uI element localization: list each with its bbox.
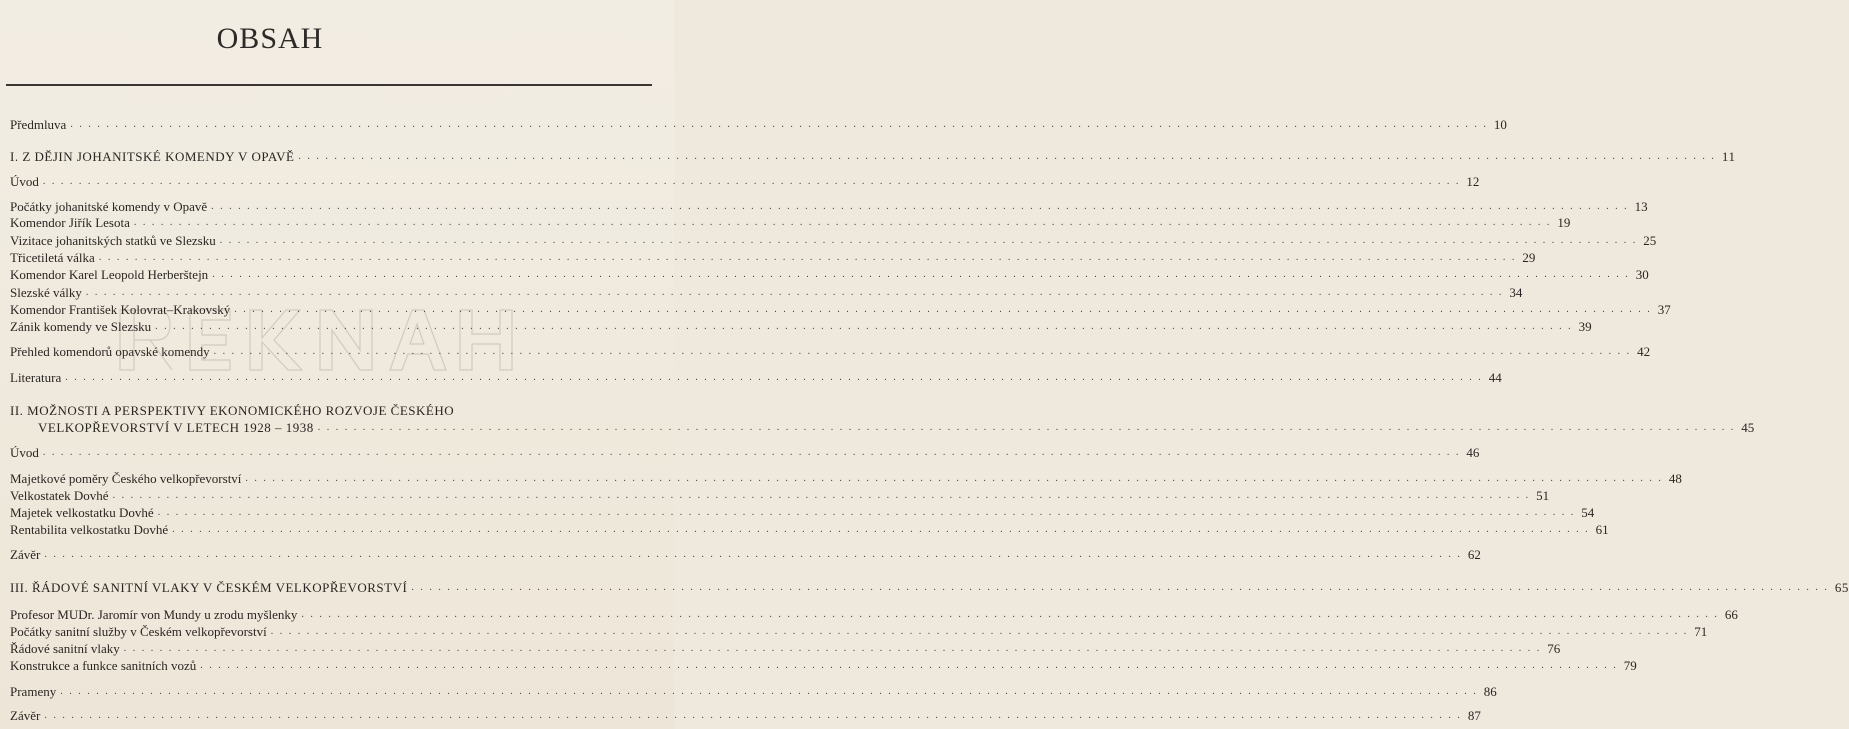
toc-entry[interactable] — [10, 343, 1651, 359]
toc-entry-title: Závěr — [10, 547, 41, 562]
dot-leader: . . . . . . . . . . . . . . . . . . . . . . . . . . . . . . . . . . . . . . . . . . . . . . . . . . . . . . . . . . . . . . . . . . . . . . . . . . . . . . . . . . . . . . . . . . . . . . . . . . . . . . . . . . . . . . . . . . . . . . . . . . . . . . . . . . . . . . . . . . . . . . . . . . . . . . . . . . . . . . — [234, 304, 1652, 315]
toc-entry[interactable] — [10, 116, 1507, 132]
title-divider — [6, 84, 652, 86]
toc-entry-title: Přehled komendorů opavské komendy — [10, 344, 210, 359]
toc-entry-title: Slezské války — [10, 285, 82, 300]
toc-entry[interactable] — [10, 232, 1657, 248]
dot-leader: . . . . . . . . . . . . . . . . . . . . . . . . . . . . . . . . . . . . . . . . . . . . . . . . . . . . . . . . . . . . . . . . . . . . . . . . . . . . . . . . . . . . . . . . . . . . . . . . . . . . . . . . . . . . . . . . . . . . . . . . . . . . . . . . . . . . . . . . . . . . . . . . . . . . . . . . . . . . . . — [44, 710, 1462, 721]
toc-entry-title: Řádové sanitní vlaky — [10, 641, 120, 656]
toc-entry[interactable] — [10, 470, 1682, 486]
dot-leader: . . . . . . . . . . . . . . . . . . . . . . . . . . . . . . . . . . . . . . . . . . . . . . . . . . . . . . . . . . . . . . . . . . . . . . . . . . . . . . . . . . . . . . . . . . . . . . . . . . . . . . . . . . . . . . . . . . . . . . . . . . . . . . . . . . . . . . . . . . . . . . . . . . . . . . . . . . . . . . — [270, 626, 1689, 637]
dot-leader: . . . . . . . . . . . . . . . . . . . . . . . . . . . . . . . . . . . . . . . . . . . . . . . . . . . . . . . . . . . . . . . . . . . . . . . . . . . . . . . . . . . . . . . . . . . . . . . . . . . . . . . . . . . . . . . . . . . . . . . . . . . . . . . . . . . . . . . . . . . . . . . . . . . . . . . . . . . . . . — [65, 372, 1483, 383]
toc-entry-page: 71 — [1694, 624, 1708, 639]
toc-entry-page: 19 — [1557, 215, 1571, 230]
toc-entry[interactable] — [10, 444, 1480, 460]
toc-entry-page: 44 — [1488, 370, 1502, 385]
dot-leader: . . . . . . . . . . . . . . . . . . . . . . . . . . . . . . . . . . . . . . . . . . . . . . . . . . . . . . . . . . . . . . . . . . . . . . . . . . . . . . . . . . . . . . . . . . . . . . . . . . . . . . . . . . . . . . . . . . . . . . . . . . . . . . . . . . . . . . . . . . . . . . . . . . . . . . . . . . . . . . — [200, 660, 1618, 671]
toc-entry-title: Předmluva — [10, 117, 67, 132]
toc-entry[interactable] — [10, 173, 1480, 189]
toc-entry-page: 42 — [1637, 344, 1651, 359]
toc-section-heading[interactable] — [10, 579, 1849, 595]
toc-entry-title: Počátky johanitské komendy v Opavě — [10, 199, 208, 214]
dot-leader: . . . . . . . . . . . . . . . . . . . . . . . . . . . . . . . . . . . . . . . . . . . . . . . . . . . . . . . . . . . . . . . . . . . . . . . . . . . . . . . . . . . . . . . . . . . . . . . . . . . . . . . . . . . . . . . . . . . . . . . . . . . . . . . . . . . . . . . . . . . . . . . . . . . . . . . . . . . . . . — [317, 422, 1736, 433]
toc-entry[interactable] — [10, 214, 1571, 230]
toc-entry[interactable] — [10, 487, 1550, 503]
toc-entry[interactable] — [10, 198, 1648, 214]
toc-entry-page: 79 — [1623, 658, 1637, 673]
dot-leader: . . . . . . . . . . . . . . . . . . . . . . . . . . . . . . . . . . . . . . . . . . . . . . . . . . . . . . . . . . . . . . . . . . . . . . . . . . . . . . . . . . . . . . . . . . . . . . . . . . . . . . . . . . . . . . . . . . . . . . . . . . . . . . . . . . . . . . . . . . . . . . . . . . . . . . . . . . . . . . — [157, 507, 1576, 518]
toc-entry-title: Komendor Karel Leopold Herberštejn — [10, 267, 209, 282]
toc-entry-page: 39 — [1578, 319, 1592, 334]
toc-entry[interactable] — [10, 266, 1649, 282]
toc-entry[interactable] — [10, 369, 1502, 385]
toc-entry-page: 30 — [1635, 267, 1649, 282]
toc-entry-title: Majetkové poměry Českého velkopřevorství — [10, 471, 242, 486]
toc-entry[interactable] — [10, 521, 1609, 537]
toc-entry-title: Rentabilita velkostatku Dovhé — [10, 522, 169, 537]
dot-leader: . . . . . . . . . . . . . . . . . . . . . . . . . . . . . . . . . . . . . . . . . . . . . . . . . . . . . . . . . . . . . . . . . . . . . . . . . . . . . . . . . . . . . . . . . . . . . . . . . . . . . . . . . . . . . . . . . . . . . . . . . . . . . . . . . . . . . . . . . . . . . . . . . . . . . . . . . . . . . . — [112, 490, 1531, 501]
toc-entry-title: Profesor MUDr. Jaromír von Mundy u zrodu myšlenky — [10, 607, 298, 622]
dot-leader: . . . . . . . . . . . . . . . . . . . . . . . . . . . . . . . . . . . . . . . . . . . . . . . . . . . . . . . . . . . . . . . . . . . . . . . . . . . . . . . . . . . . . . . . . . . . . . . . . . . . . . . . . . . . . . . . . . . . . . . . . . . . . . . . . . . . . . . . . . . . . . . . . . . . . . . . . . . . . . — [155, 321, 1573, 332]
toc-section-heading[interactable] — [10, 148, 1736, 164]
toc-entry-page: 65 — [1834, 580, 1849, 595]
toc-entry-page: 62 — [1467, 547, 1481, 562]
dot-leader: . . . . . . . . . . . . . . . . . . . . . . . . . . . . . . . . . . . . . . . . . . . . . . . . . . . . . . . . . . . . . . . . . . . . . . . . . . . . . . . . . . . . . . . . . . . . . . . . . . . . . . . . . . . . . . . . . . . . . . . . . . . . . . . . . . . . . . . . . . . . . . . . . . . . . . . . . . . . . . — [245, 473, 1663, 484]
dot-leader: . . . . . . . . . . . . . . . . . . . . . . . . . . . . . . . . . . . . . . . . . . . . . . . . . . . . . . . . . . . . . . . . . . . . . . . . . . . . . . . . . . . . . . . . . . . . . . . . . . . . . . . . . . . . . . . . . . . . . . . . . . . . . . . . . . . . . . . . . . . . . . . . . . . . . . . . . . . . . . — [42, 176, 1461, 187]
toc-entry-title: Komendor František Kolovrat–Krakovský — [10, 302, 231, 317]
toc-entry-page: 12 — [1466, 174, 1480, 189]
toc-entry[interactable] — [10, 623, 1708, 639]
toc-entry-title: Závěr — [10, 708, 41, 723]
toc-entry-title: Prameny — [10, 684, 57, 699]
dot-leader: . . . . . . . . . . . . . . . . . . . . . . . . . . . . . . . . . . . . . . . . . . . . . . . . . . . . . . . . . . . . . . . . . . . . . . . . . . . . . . . . . . . . . . . . . . . . . . . . . . . . . . . . . . . . . . . . . . . . . . . . . . . . . . . . . . . . . . . . . . . . . . . . . . . . . . . . . . . . . . — [298, 151, 1716, 162]
toc-entry[interactable] — [10, 606, 1738, 622]
toc-entry-page: 46 — [1466, 445, 1480, 460]
dot-leader: . . . . . . . . . . . . . . . . . . . . . . . . . . . . . . . . . . . . . . . . . . . . . . . . . . . . . . . . . . . . . . . . . . . . . . . . . . . . . . . . . . . . . . . . . . . . . . . . . . . . . . . . . . . . . . . . . . . . . . . . . . . . . . . . . . . . . . . . . . . . . . . . . . . . . . . . . . . . . . — [44, 549, 1462, 560]
dot-leader: . . . . . . . . . . . . . . . . . . . . . . . . . . . . . . . . . . . . . . . . . . . . . . . . . . . . . . . . . . . . . . . . . . . . . . . . . . . . . . . . . . . . . . . . . . . . . . . . . . . . . . . . . . . . . . . . . . . . . . . . . . . . . . . . . . . . . . . . . . . . . . . . . . . . . . . . . . . . . . — [42, 447, 1461, 458]
dot-leader: . . . . . . . . . . . . . . . . . . . . . . . . . . . . . . . . . . . . . . . . . . . . . . . . . . . . . . . . . . . . . . . . . . . . . . . . . . . . . . . . . . . . . . . . . . . . . . . . . . . . . . . . . . . . . . . . . . . . . . . . . . . . . . . . . . . . . . . . . . . . . . . . . . . . . . . . . . . . . . — [411, 582, 1829, 593]
toc-entry-page: 11 — [1721, 149, 1736, 164]
toc-entry[interactable] — [10, 546, 1481, 562]
toc-entry-page: 29 — [1522, 250, 1536, 265]
toc-entry[interactable] — [10, 707, 1481, 723]
toc-entry-title: Třicetiletá válka — [10, 250, 95, 265]
toc-entry-title: Zánik komendy ve Slezsku — [10, 319, 152, 334]
toc-section-title-line-2: VELKOPŘEVORSTVÍ V LETECH 1928 – 1938 — [38, 420, 314, 435]
toc-entry-page: 86 — [1483, 684, 1497, 699]
toc-entry-title: Literatura — [10, 370, 62, 385]
toc-entry-title: Počátky sanitní služby v Českém velkopřevorství — [10, 624, 267, 639]
dot-leader: . . . . . . . . . . . . . . . . . . . . . . . . . . . . . . . . . . . . . . . . . . . . . . . . . . . . . . . . . . . . . . . . . . . . . . . . . . . . . . . . . . . . . . . . . . . . . . . . . . . . . . . . . . . . . . . . . . . . . . . . . . . . . . . . . . . . . . . . . . . . . . . . . . . . . . . . . . . . . . — [172, 524, 1590, 535]
toc-entry[interactable] — [10, 683, 1497, 699]
toc-entry-title: Komendor Jiřík Lesota — [10, 215, 130, 230]
toc-entry-page: 37 — [1657, 302, 1671, 317]
toc-entry-page: 48 — [1668, 471, 1682, 486]
page-title: OBSAH — [216, 22, 324, 55]
toc-entry-title: Velkostatek Dovhé — [10, 488, 109, 503]
dot-leader: . . . . . . . . . . . . . . . . . . . . . . . . . . . . . . . . . . . . . . . . . . . . . . . . . . . . . . . . . . . . . . . . . . . . . . . . . . . . . . . . . . . . . . . . . . . . . . . . . . . . . . . . . . . . . . . . . . . . . . . . . . . . . . . . . . . . . . . . . . . . . . . . . . . . . . . . . . . . . . — [219, 235, 1638, 246]
toc-entry-page: 45 — [1741, 420, 1755, 435]
toc-entry[interactable] — [10, 301, 1671, 317]
toc-entry-page: 13 — [1634, 199, 1648, 214]
toc-section-title-line-1: II. MOŽNOSTI A PERSPEKTIVY EKONOMICKÉHO ROZVOJE ČESKÉHO — [10, 403, 455, 418]
dot-leader: . . . . . . . . . . . . . . . . . . . . . . . . . . . . . . . . . . . . . . . . . . . . . . . . . . . . . . . . . . . . . . . . . . . . . . . . . . . . . . . . . . . . . . . . . . . . . . . . . . . . . . . . . . . . . . . . . . . . . . . . . . . . . . . . . . . . . . . . . . . . . . . . . . . . . . . . . . . . . . — [98, 252, 1517, 263]
dot-leader: . . . . . . . . . . . . . . . . . . . . . . . . . . . . . . . . . . . . . . . . . . . . . . . . . . . . . . . . . . . . . . . . . . . . . . . . . . . . . . . . . . . . . . . . . . . . . . . . . . . . . . . . . . . . . . . . . . . . . . . . . . . . . . . . . . . . . . . . . . . . . . . . . . . . . . . . . . . . . . — [213, 346, 1632, 357]
dot-leader: . . . . . . . . . . . . . . . . . . . . . . . . . . . . . . . . . . . . . . . . . . . . . . . . . . . . . . . . . . . . . . . . . . . . . . . . . . . . . . . . . . . . . . . . . . . . . . . . . . . . . . . . . . . . . . . . . . . . . . . . . . . . . . . . . . . . . . . . . . . . . . . . . . . . . . . . . . . . . . — [70, 119, 1488, 130]
toc-entry[interactable] — [10, 504, 1595, 520]
toc-entry-title: Konstrukce a funkce sanitních vozů — [10, 658, 197, 673]
toc-entry-page: 54 — [1581, 505, 1595, 520]
toc-entry-page: 66 — [1724, 607, 1738, 622]
toc-entry-page: 51 — [1536, 488, 1550, 503]
toc-entry-title: I. Z DĚJIN JOHANITSKÉ KOMENDY V OPAVĚ — [10, 149, 295, 164]
dot-leader: . . . . . . . . . . . . . . . . . . . . . . . . . . . . . . . . . . . . . . . . . . . . . . . . . . . . . . . . . . . . . . . . . . . . . . . . . . . . . . . . . . . . . . . . . . . . . . . . . . . . . . . . . . . . . . . . . . . . . . . . . . . . . . . . . . . . . . . . . . . . . . . . . . . . . . . . . . . . . . — [211, 201, 1629, 212]
toc-entry-page: 76 — [1547, 641, 1561, 656]
toc-entry[interactable] — [10, 249, 1536, 265]
toc-entry-title: Úvod — [10, 445, 39, 460]
toc-entry-page: 87 — [1467, 708, 1481, 723]
toc-entry-page: 25 — [1643, 233, 1657, 248]
toc-entry-page: 10 — [1493, 117, 1507, 132]
dot-leader: . . . . . . . . . . . . . . . . . . . . . . . . . . . . . . . . . . . . . . . . . . . . . . . . . . . . . . . . . . . . . . . . . . . . . . . . . . . . . . . . . . . . . . . . . . . . . . . . . . . . . . . . . . . . . . . . . . . . . . . . . . . . . . . . . . . . . . . . . . . . . . . . . . . . . . . . . . . . . . — [123, 643, 1542, 654]
toc-entry-title: III. ŘÁDOVÉ SANITNÍ VLAKY V ČESKÉM VELKOPŘEVORSTVÍ — [10, 580, 408, 595]
toc-entry[interactable] — [10, 640, 1561, 656]
toc-entry[interactable] — [10, 284, 1523, 300]
toc-section-heading[interactable] — [10, 402, 1755, 436]
toc-entry-page: 61 — [1595, 522, 1609, 537]
dot-leader: . . . . . . . . . . . . . . . . . . . . . . . . . . . . . . . . . . . . . . . . . . . . . . . . . . . . . . . . . . . . . . . . . . . . . . . . . . . . . . . . . . . . . . . . . . . . . . . . . . . . . . . . . . . . . . . . . . . . . . . . . . . . . . . . . . . . . . . . . . . . . . . . . . . . . . . . . . . . . . — [212, 269, 1630, 280]
toc-entry[interactable] — [10, 657, 1637, 673]
dot-leader: . . . . . . . . . . . . . . . . . . . . . . . . . . . . . . . . . . . . . . . . . . . . . . . . . . . . . . . . . . . . . . . . . . . . . . . . . . . . . . . . . . . . . . . . . . . . . . . . . . . . . . . . . . . . . . . . . . . . . . . . . . . . . . . . . . . . . . . . . . . . . . . . . . . . . . . . . . . . . . — [301, 609, 1719, 620]
toc-entry-page: 34 — [1509, 285, 1523, 300]
dot-leader: . . . . . . . . . . . . . . . . . . . . . . . . . . . . . . . . . . . . . . . . . . . . . . . . . . . . . . . . . . . . . . . . . . . . . . . . . . . . . . . . . . . . . . . . . . . . . . . . . . . . . . . . . . . . . . . . . . . . . . . . . . . . . . . . . . . . . . . . . . . . . . . . . . . . . . . . . . . . . . — [85, 287, 1504, 298]
toc-entry[interactable] — [10, 318, 1592, 334]
toc-entry-title: Vizitace johanitských statků ve Slezsku — [10, 233, 216, 248]
dot-leader: . . . . . . . . . . . . . . . . . . . . . . . . . . . . . . . . . . . . . . . . . . . . . . . . . . . . . . . . . . . . . . . . . . . . . . . . . . . . . . . . . . . . . . . . . . . . . . . . . . . . . . . . . . . . . . . . . . . . . . . . . . . . . . . . . . . . . . . . . . . . . . . . . . . . . . . . . . . . . . — [60, 686, 1478, 697]
toc-entry-title: Úvod — [10, 174, 39, 189]
toc-entry-title: Majetek velkostatku Dovhé — [10, 505, 154, 520]
dot-leader: . . . . . . . . . . . . . . . . . . . . . . . . . . . . . . . . . . . . . . . . . . . . . . . . . . . . . . . . . . . . . . . . . . . . . . . . . . . . . . . . . . . . . . . . . . . . . . . . . . . . . . . . . . . . . . . . . . . . . . . . . . . . . . . . . . . . . . . . . . . . . . . . . . . . . . . . . . . . . . — [133, 217, 1552, 228]
